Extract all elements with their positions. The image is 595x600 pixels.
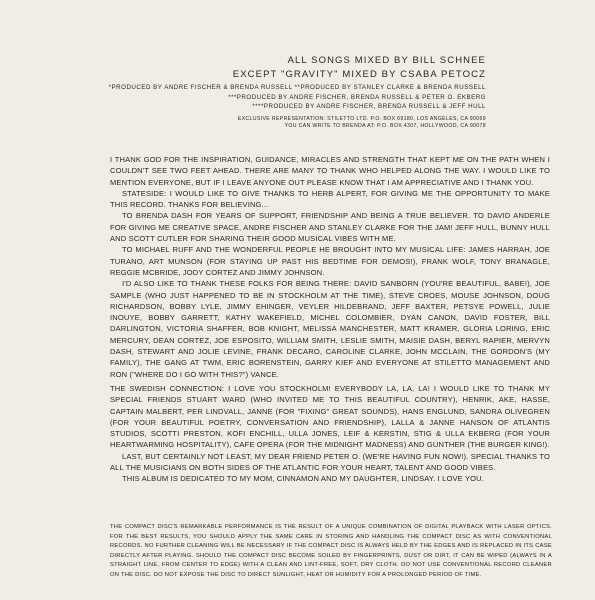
thanks-paragraph: STATESIDE: I WOULD LIKE TO GIVE THANKS TO HERB ALPERT, FOR GIVING ME THE OPPORTUNITY TO MAKE THIS RECORD. THANKS FOR BELIEVING... xyxy=(110,188,550,210)
producer-credit-line: *PRODUCED BY ANDRE FISCHER & BRENDA RUSSELL **PRODUCED BY STANLEY CLARKE & BRENDA RUSSELL xyxy=(108,84,486,91)
cd-care-text: THE COMPACT DISC'S REMARKABLE PERFORMANCE IS THE RESULT OF A UNIQUE COMBINATION OF DIGITAL PLAYBACK WITH LASER OPTICS. FOR THE BEST RESULTS, YOU SHOULD APPLY THE SAME CARE IN STORING AND HANDLING THE COMPACT DISC AS WITH CONVENTIONAL RECORDS. NO FURTHER CLEANING WILL BE NECESSARY IF THE COMPACT DISC IS ALWAYS HELD BY THE EDGES AND IS REPLACED IN ITS CASE DIRECTLY AFTER PLAYING. SHOULD THE COMPACT DISC BECOME SOILED BY FINGERPRINTS, DUST OR DIRT, IT CAN BE WIPED (ALWAYS IN A STRAIGHT LINE, FROM CENTER TO EDGE) WITH A CLEAN AND LINT-FREE, SOFT, DRY CLOTH. DO NOT USE CONVENTIONAL RECORD CLEANER ON THE DISC. DO NOT EXPOSE THE DISC TO DIRECT SUNLIGHT, HEAT OR HUMIDITY FOR A PROLONGED PERIOD OF TIME. xyxy=(110,524,552,578)
producer-credit-line: ****PRODUCED BY ANDRE FISCHER, BRENDA RUSSELL & JEFF HULL xyxy=(252,103,486,111)
thanks-paragraph: TO MICHAEL RUFF AND THE WONDERFUL PEOPLE HE BROUGHT INTO MY MUSICAL LIFE: JAMES HARRAH, JOE TURANO, ART MUNSON (FOR STAYING UP PAST HIS BEDTIME FOR DEMOS!), FRANK WOLF, TONY BRANAGLE, REGGIE MCBRIDE, JODY CORTEZ AND JIMMY JOHNSON. xyxy=(110,245,550,277)
dedication: THIS ALBUM IS DEDICATED TO MY MOM, CINNAMON AND MY DAUGHTER, LINDSAY. I LOVE YOU. xyxy=(122,474,485,484)
representation-line: EXCLUSIVE REPRESENTATION: STILETTO LTD. P.O. BOX 69180, LOS ANGELES, CA 90069 xyxy=(237,115,486,122)
thanks-paragraph: THE SWEDISH CONNECTION: I LOVE YOU STOCKHOLM! EVERYBODY LA, LA, LA! I WOULD LIKE TO THANK MY SPECIAL FRIENDS STUART WARD (WHO INVITED ME TO THIS BEAUTIFUL COUNTRY), HENRIK, AKE, HASSE, CAPTAIN MALBERT, PER LINDVALL, JANNE (FOR "FIXING" GREAT SOUNDS), HANS ENGLUND, SANDRA OLIVEGREN (FOR YOUR BEAUTIFUL POETRY, CONVERSATION AND FRIENDSHIP), LALLA & JANNE HANSON OF ATLANTIS STUDIOS, SCOTTI PRESTON, KOFI ENCHILL, ULLA JONES, LEIF & KERSTIN, STIG & ULLA EKBERG (FOR YOUR HEARTWARMING HOSPITALITY), CAFE OPERA (FOR THE MIDNIGHT MADNESS) AND GUNTHER (THE BURGER KING!). xyxy=(110,383,550,450)
producer-credit-line: ***PRODUCED BY ANDRE FISCHER, BRENDA RUSSELL & PETER O. EKBERG xyxy=(228,93,486,101)
thank-you-notes xyxy=(110,154,550,485)
thanks-paragraph: I'D ALSO LIKE TO THANK THESE FOLKS FOR BEING THERE: DAVID SANBORN (YOU'RE BEAUTIFUL, BABE!), JOE SAMPLE (WHO JUST HAPPENED TO BE IN STOCKHOLM AT THE TIME), STEVE CROES, MOUSE JOHNSON, DOUG RICHARDSON, BOBBY LYLE, JIMMY EHINGER, VEYLER HILDEBRAND, JEFF BAXTER, PETSYE POWELL, JULIE INOUYE, BOBBY GARRETT, KATHY WAKEFIELD, MICHEL COLOMBIER, DYAN CANON, DAVID FOSTER, BILL DARLINGTON, VICTORIA SHAFFER, BOB KNIGHT, MELISSA MANCHESTER, MATT KRAMER, GLORIA LORING, ERIC MERCURY, DEAN CORTEZ, JOE ESPOSITO, WILLIAM SMITH, LESLIE SMITH, MAISIE DASH, BERYL RAPIER, MERVYN DASH, STEWART AND JOLIE LEVINE, FRANK DECARO, CAROLINE CLARKE, JOHN MCCLAIN, THE GORDON'S (MY FAMILY), THE GANG AT TWM, ERIC BORENSTEIN, GARRY KIEF AND EVERYONE AT STILETTO MANAGEMENT AND RON ("WHERE DO I GO WITH THIS?") VANCE. xyxy=(110,279,550,379)
mix-exception-line: EXCEPT "GRAVITY" MIXED BY CSABA PETOCZ xyxy=(232,69,486,80)
thanks-paragraph: I THANK GOD FOR THE INSPIRATION, GUIDANCE, MIRACLES AND STRENGTH THAT KEPT ME ON THE PATH WHEN I COULDN'T SEE TWO FEET AHEAD. THERE ARE MANY TO THANK WHO HELPED ALONG THE WAY. I WOULD LIKE TO MENTION EVERYONE, BUT IF I LEAVE ANYONE OUT PLEASE KNOW THAT I AM APPRECIATIVE AND I THANK YOU. xyxy=(110,155,550,187)
thanks-paragraph: TO BRENDA DASH FOR YEARS OF SUPPORT, FRIENDSHIP AND BEING A TRUE BELIEVER. TO DAVID ANDERLE FOR GIVING ME CREATIVE SPACE, ANDRE FISCHER AND STANLEY CLARKE FOR THE JAM! JEFF HULL, BUNNY HULL AND SCOTT CUTLER FOR SHARING THEIR GOOD MUSICAL VIBES WITH ME. xyxy=(110,211,550,244)
thanks-paragraph: LAST, BUT CERTAINLY NOT LEAST, MY DEAR FRIEND PETER O. (WE'RE HAVING FUN NOW!). SPECIAL THANKS TO ALL THE MUSICIANS ON BOTH SIDES OF THE ATLANTIC FOR YOUR HEART, TALENT AND GOOD VIBES. xyxy=(110,451,550,473)
compact-disc-care-note xyxy=(110,523,552,581)
credits-block xyxy=(0,54,486,131)
contact-address-line: YOU CAN WRITE TO BRENDA AT: P.O. BOX 4307, HOLLYWOOD, CA 90078 xyxy=(284,123,486,130)
mix-credit-line: ALL SONGS MIXED BY BILL SCHNEE xyxy=(287,55,486,66)
